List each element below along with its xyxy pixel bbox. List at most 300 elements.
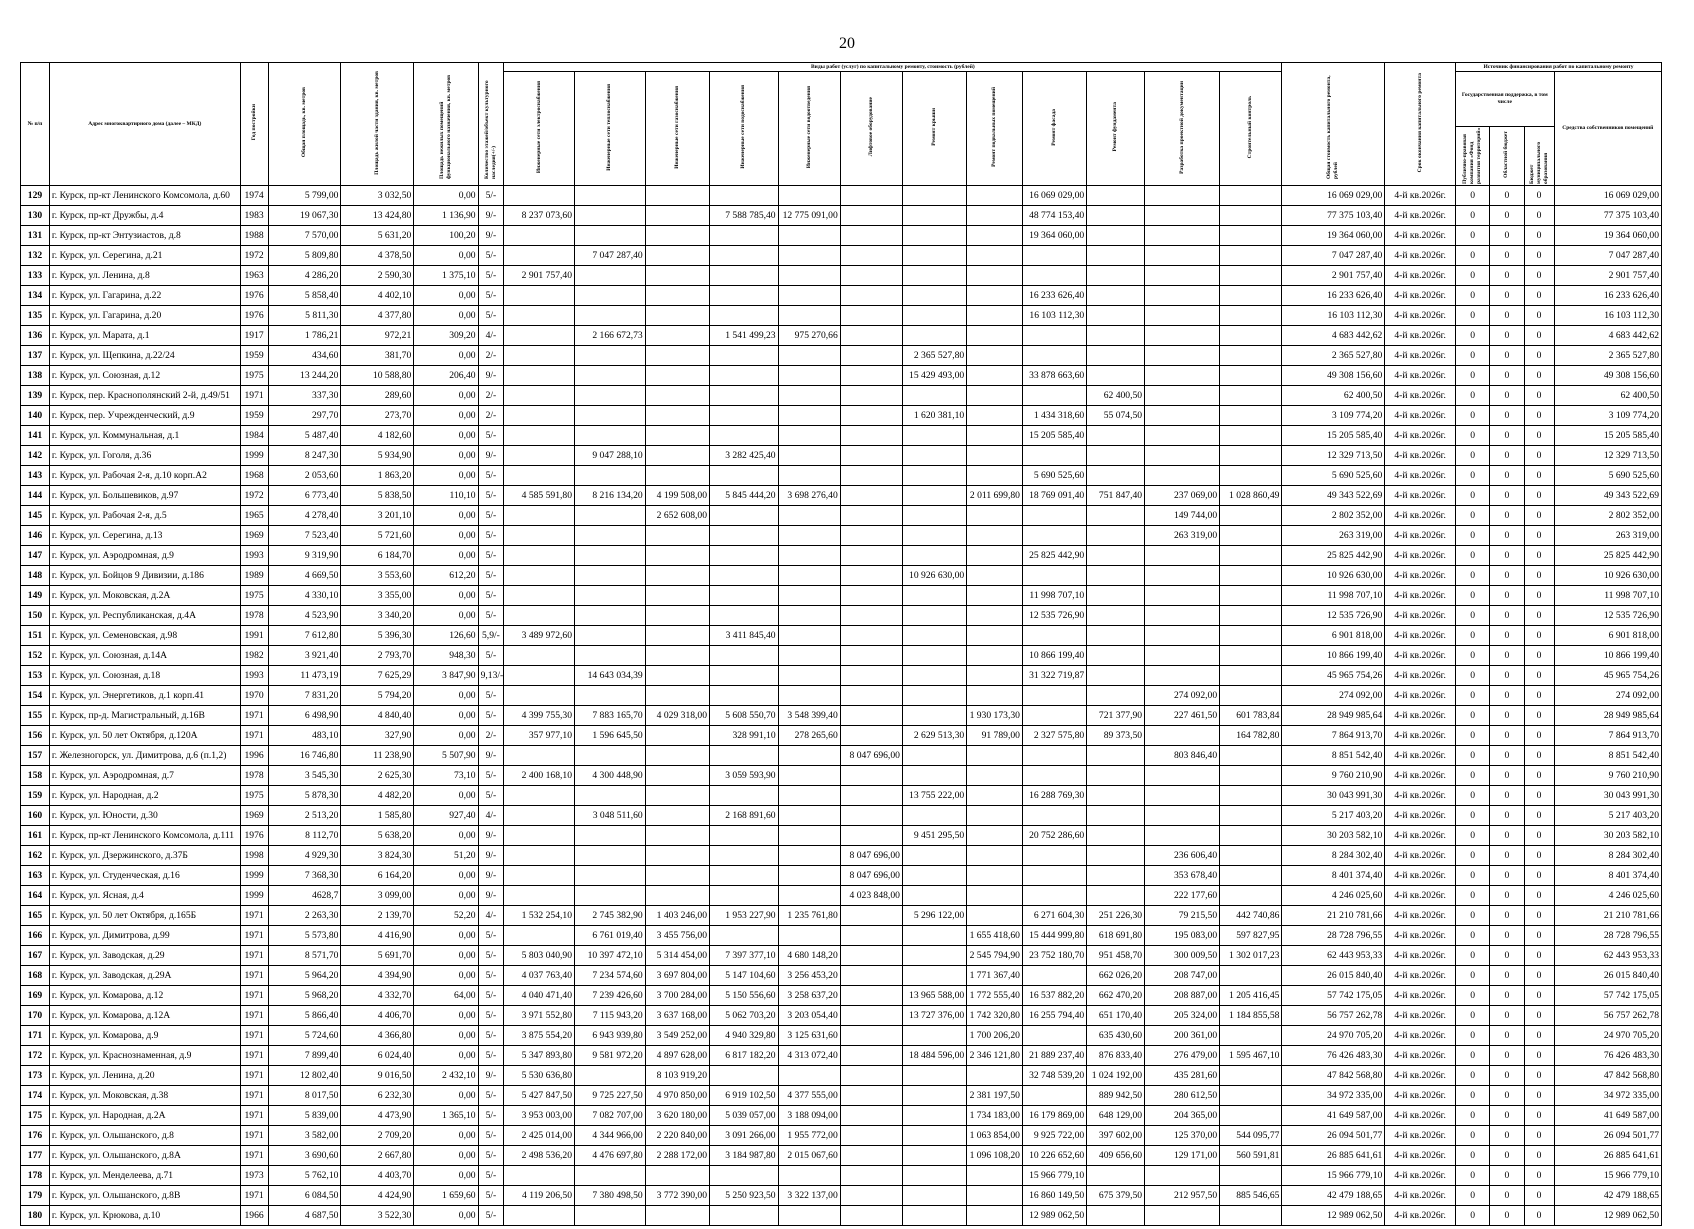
owners-funds-cell: 5 217 403,20 <box>1554 806 1661 826</box>
living-area-cell: 1 863,20 <box>341 466 414 486</box>
total-area-cell: 5 809,80 <box>268 246 341 266</box>
header-work-electric: Инженерные сети электроснабжения <box>504 72 575 186</box>
term-cell: 4-й кв.2026г. <box>1385 246 1456 266</box>
fund-cell: 0 <box>1456 666 1490 686</box>
fund-cell: 0 <box>1456 306 1490 326</box>
municipal-budget-cell: 0 <box>1524 1006 1554 1026</box>
work-cost-cell <box>840 1066 902 1086</box>
living-area-cell: 3 032,50 <box>341 186 414 206</box>
total-cost-cell: 62 443 953,33 <box>1282 946 1385 966</box>
work-cost-cell <box>504 646 575 666</box>
floors-cell: 2/- <box>478 346 504 366</box>
work-cost-cell <box>710 1206 779 1226</box>
work-cost-cell <box>645 546 709 566</box>
work-cost-cell <box>840 466 902 486</box>
work-cost-cell: 1 028 860,49 <box>1220 486 1282 506</box>
work-cost-cell <box>504 1166 575 1186</box>
year-cell: 1971 <box>240 1026 268 1046</box>
work-cost-cell <box>967 626 1023 646</box>
work-cost-cell <box>840 246 902 266</box>
term-cell: 4-й кв.2026г. <box>1385 1106 1456 1126</box>
work-cost-cell: 2 346 121,80 <box>967 1046 1023 1066</box>
term-cell: 4-й кв.2026г. <box>1385 346 1456 366</box>
row-number: 160 <box>21 806 50 826</box>
work-cost-cell: 397 602,00 <box>1087 1126 1145 1146</box>
row-number: 166 <box>21 926 50 946</box>
term-cell: 4-й кв.2026г. <box>1385 766 1456 786</box>
work-cost-cell: 5 347 893,80 <box>504 1046 575 1066</box>
floors-cell: 5/- <box>478 1046 504 1066</box>
row-number: 149 <box>21 586 50 606</box>
work-cost-cell: 3 091 266,00 <box>710 1126 779 1146</box>
work-cost-cell: 9 725 227,50 <box>575 1086 646 1106</box>
owners-funds-cell: 16 233 626,40 <box>1554 286 1661 306</box>
owners-funds-cell: 11 998 707,10 <box>1554 586 1661 606</box>
work-cost-cell: 5 427 847,50 <box>504 1086 575 1106</box>
regional-budget-cell: 0 <box>1490 686 1524 706</box>
fund-cell: 0 <box>1456 486 1490 506</box>
work-cost-cell: 21 889 237,40 <box>1022 1046 1086 1066</box>
owners-funds-cell: 49 308 156,60 <box>1554 366 1661 386</box>
work-cost-cell <box>967 306 1023 326</box>
work-cost-cell: 3 256 453,20 <box>778 966 840 986</box>
municipal-budget-cell: 0 <box>1524 406 1554 426</box>
work-cost-cell <box>840 1166 902 1186</box>
regional-budget-cell: 0 <box>1490 366 1524 386</box>
work-cost-cell <box>902 1026 966 1046</box>
table-row <box>21 766 1662 786</box>
work-cost-cell <box>1087 606 1145 626</box>
work-cost-cell <box>778 346 840 366</box>
total-cost-cell: 26 094 501,77 <box>1282 1126 1385 1146</box>
floors-cell: 5/- <box>478 926 504 946</box>
address-cell: г. Курск, ул. Союзная, д.12 <box>49 366 240 386</box>
regional-budget-cell: 0 <box>1490 866 1524 886</box>
table-row <box>21 606 1662 626</box>
work-cost-cell: 1 403 246,00 <box>645 906 709 926</box>
living-area-cell: 2 625,30 <box>341 766 414 786</box>
term-cell: 4-й кв.2026г. <box>1385 1186 1456 1206</box>
total-cost-cell: 16 233 626,40 <box>1282 286 1385 306</box>
floors-cell: 5/- <box>478 966 504 986</box>
nonres-area-cell: 2 432,10 <box>414 1066 478 1086</box>
work-cost-cell: 5 147 104,60 <box>710 966 779 986</box>
work-cost-cell <box>575 466 646 486</box>
table-row <box>21 566 1662 586</box>
total-area-cell: 6 084,50 <box>268 1186 341 1206</box>
table-row <box>21 1086 1662 1106</box>
work-cost-cell <box>1220 506 1282 526</box>
nonres-area-cell: 0,00 <box>414 606 478 626</box>
work-cost-cell <box>1145 826 1220 846</box>
row-number: 143 <box>21 466 50 486</box>
work-cost-cell: 195 083,00 <box>1145 926 1220 946</box>
municipal-budget-cell: 0 <box>1524 446 1554 466</box>
work-cost-cell <box>1220 266 1282 286</box>
address-cell: г. Курск, ул. Семеновская, д.98 <box>49 626 240 646</box>
work-cost-cell <box>840 926 902 946</box>
work-cost-cell: 328 991,10 <box>710 726 779 746</box>
table-body <box>21 186 1662 1226</box>
municipal-budget-cell: 0 <box>1524 386 1554 406</box>
living-area-cell: 4 403,70 <box>341 1166 414 1186</box>
owners-funds-cell: 28 728 796,55 <box>1554 926 1661 946</box>
row-number: 157 <box>21 746 50 766</box>
work-cost-cell <box>1022 766 1086 786</box>
work-cost-cell: 55 074,50 <box>1087 406 1145 426</box>
nonres-area-cell: 126,60 <box>414 626 478 646</box>
municipal-budget-cell: 0 <box>1524 606 1554 626</box>
work-cost-cell: 2 015 067,60 <box>778 1146 840 1166</box>
work-cost-cell <box>1087 846 1145 866</box>
living-area-cell: 273,70 <box>341 406 414 426</box>
work-cost-cell <box>645 526 709 546</box>
owners-funds-cell: 41 649 587,00 <box>1554 1106 1661 1126</box>
fund-cell: 0 <box>1456 986 1490 1006</box>
work-cost-cell <box>710 366 779 386</box>
nonres-area-cell: 0,00 <box>414 1026 478 1046</box>
work-cost-cell: 18 484 596,00 <box>902 1046 966 1066</box>
nonres-area-cell: 64,00 <box>414 986 478 1006</box>
work-cost-cell: 7 380 498,50 <box>575 1186 646 1206</box>
work-cost-cell: 8 216 134,20 <box>575 486 646 506</box>
work-cost-cell <box>778 786 840 806</box>
work-cost-cell <box>1220 586 1282 606</box>
work-cost-cell: 601 783,84 <box>1220 706 1282 726</box>
work-cost-cell: 8 047 696,00 <box>840 746 902 766</box>
total-area-cell: 5 968,20 <box>268 986 341 1006</box>
work-cost-cell <box>840 306 902 326</box>
work-cost-cell: 3 282 425,40 <box>710 446 779 466</box>
nonres-area-cell: 0,00 <box>414 1046 478 1066</box>
work-cost-cell <box>645 846 709 866</box>
work-cost-cell <box>967 566 1023 586</box>
fund-cell: 0 <box>1456 1006 1490 1026</box>
work-cost-cell <box>902 466 966 486</box>
total-cost-cell: 4 683 442,62 <box>1282 326 1385 346</box>
work-cost-cell: 4 585 591,80 <box>504 486 575 506</box>
term-cell: 4-й кв.2026г. <box>1385 1126 1456 1146</box>
work-cost-cell: 1 184 855,58 <box>1220 1006 1282 1026</box>
address-cell: г. Курск, ул. Союзная, д.14А <box>49 646 240 666</box>
address-cell: г. Курск, ул. Энергетиков, д.1 корп.41 <box>49 686 240 706</box>
work-cost-cell: 3 549 252,00 <box>645 1026 709 1046</box>
row-number: 142 <box>21 446 50 466</box>
work-cost-cell <box>902 506 966 526</box>
work-cost-cell <box>504 686 575 706</box>
total-area-cell: 3 545,30 <box>268 766 341 786</box>
work-cost-cell <box>575 626 646 646</box>
work-cost-cell <box>840 966 902 986</box>
total-area-cell: 7 570,00 <box>268 226 341 246</box>
work-cost-cell: 5 296 122,00 <box>902 906 966 926</box>
work-cost-cell <box>1087 566 1145 586</box>
row-number: 165 <box>21 906 50 926</box>
work-cost-cell: 1 063 854,00 <box>967 1126 1023 1146</box>
work-cost-cell: 227 461,50 <box>1145 706 1220 726</box>
term-cell: 4-й кв.2026г. <box>1385 746 1456 766</box>
work-cost-cell <box>778 386 840 406</box>
living-area-cell: 9 016,50 <box>341 1066 414 1086</box>
work-cost-cell <box>575 546 646 566</box>
nonres-area-cell: 0,00 <box>414 286 478 306</box>
work-cost-cell: 4 300 448,90 <box>575 766 646 786</box>
work-cost-cell: 1 771 367,40 <box>967 966 1023 986</box>
work-cost-cell <box>840 1146 902 1166</box>
term-cell: 4-й кв.2026г. <box>1385 666 1456 686</box>
total-area-cell: 5 866,40 <box>268 1006 341 1026</box>
nonres-area-cell: 0,00 <box>414 406 478 426</box>
fund-cell: 0 <box>1456 506 1490 526</box>
address-cell: г. Курск, ул. Бойцов 9 Дивизии, д.186 <box>49 566 240 586</box>
regional-budget-cell: 0 <box>1490 766 1524 786</box>
address-cell: г. Курск, ул. Заводская, д.29 <box>49 946 240 966</box>
fund-cell: 0 <box>1456 386 1490 406</box>
nonres-area-cell: 0,00 <box>414 866 478 886</box>
year-cell: 1972 <box>240 486 268 506</box>
municipal-budget-cell: 0 <box>1524 946 1554 966</box>
owners-funds-cell: 47 842 568,80 <box>1554 1066 1661 1086</box>
year-cell: 1993 <box>240 546 268 566</box>
work-cost-cell <box>1087 586 1145 606</box>
year-cell: 1971 <box>240 926 268 946</box>
regional-budget-cell: 0 <box>1490 966 1524 986</box>
work-cost-cell: 6 919 102,50 <box>710 1086 779 1106</box>
work-cost-cell <box>1220 206 1282 226</box>
table-row <box>21 446 1662 466</box>
regional-budget-cell: 0 <box>1490 1086 1524 1106</box>
row-number: 156 <box>21 726 50 746</box>
work-cost-cell <box>1220 646 1282 666</box>
work-cost-cell <box>710 526 779 546</box>
living-area-cell: 4 406,70 <box>341 1006 414 1026</box>
nonres-area-cell: 73,10 <box>414 766 478 786</box>
address-cell: г. Курск, ул. Аэродромная, д.9 <box>49 546 240 566</box>
row-number: 150 <box>21 606 50 626</box>
total-area-cell: 2 513,20 <box>268 806 341 826</box>
work-cost-cell: 1 930 173,30 <box>967 706 1023 726</box>
fund-cell: 0 <box>1456 466 1490 486</box>
regional-budget-cell: 0 <box>1490 1126 1524 1146</box>
address-cell: г. Курск, ул. Народная, д.2 <box>49 786 240 806</box>
work-cost-cell <box>710 426 779 446</box>
owners-funds-cell: 42 479 188,65 <box>1554 1186 1661 1206</box>
work-cost-cell <box>710 786 779 806</box>
living-area-cell: 13 424,80 <box>341 206 414 226</box>
municipal-budget-cell: 0 <box>1524 1186 1554 1206</box>
owners-funds-cell: 3 109 774,20 <box>1554 406 1661 426</box>
work-cost-cell <box>840 406 902 426</box>
table-row <box>21 786 1662 806</box>
municipal-budget-cell: 0 <box>1524 806 1554 826</box>
work-cost-cell <box>1220 306 1282 326</box>
nonres-area-cell: 0,00 <box>414 446 478 466</box>
total-cost-cell: 21 210 781,66 <box>1282 906 1385 926</box>
work-cost-cell: 204 365,00 <box>1145 1106 1220 1126</box>
work-cost-cell <box>1087 506 1145 526</box>
work-cost-cell: 9 047 288,10 <box>575 446 646 466</box>
living-area-cell: 5 691,70 <box>341 946 414 966</box>
regional-budget-cell: 0 <box>1490 486 1524 506</box>
total-cost-cell: 8 284 302,40 <box>1282 846 1385 866</box>
work-cost-cell <box>967 346 1023 366</box>
living-area-cell: 5 638,20 <box>341 826 414 846</box>
work-cost-cell <box>902 886 966 906</box>
work-cost-cell: 889 942,50 <box>1087 1086 1145 1106</box>
work-cost-cell <box>840 1086 902 1106</box>
work-cost-cell: 19 364 060,00 <box>1022 226 1086 246</box>
work-cost-cell: 3 971 552,80 <box>504 1006 575 1026</box>
work-cost-cell: 9 925 722,00 <box>1022 1126 1086 1146</box>
work-cost-cell: 4 399 755,30 <box>504 706 575 726</box>
total-cost-cell: 16 103 112,30 <box>1282 306 1385 326</box>
work-cost-cell: 1 541 499,23 <box>710 326 779 346</box>
work-cost-cell: 3 203 054,40 <box>778 1006 840 1026</box>
floors-cell: 5/- <box>478 766 504 786</box>
work-cost-cell <box>967 1186 1023 1206</box>
work-cost-cell <box>902 766 966 786</box>
work-cost-cell <box>778 226 840 246</box>
term-cell: 4-й кв.2026г. <box>1385 226 1456 246</box>
fund-cell: 0 <box>1456 686 1490 706</box>
address-cell: г. Курск, ул. Моковская, д.2А <box>49 586 240 606</box>
work-cost-cell: 125 370,00 <box>1145 1126 1220 1146</box>
work-cost-cell: 89 373,50 <box>1087 726 1145 746</box>
work-cost-cell <box>645 826 709 846</box>
floors-cell: 9/- <box>478 206 504 226</box>
nonres-area-cell: 0,00 <box>414 186 478 206</box>
year-cell: 1966 <box>240 1206 268 1226</box>
municipal-budget-cell: 0 <box>1524 1126 1554 1146</box>
municipal-budget-cell: 0 <box>1524 1166 1554 1186</box>
fund-cell: 0 <box>1456 226 1490 246</box>
work-cost-cell <box>840 646 902 666</box>
total-area-cell: 5 811,30 <box>268 306 341 326</box>
table-row <box>21 1066 1662 1086</box>
fund-cell: 0 <box>1456 366 1490 386</box>
work-cost-cell <box>778 466 840 486</box>
total-area-cell: 4 523,90 <box>268 606 341 626</box>
fund-cell: 0 <box>1456 1026 1490 1046</box>
total-cost-cell: 15 966 779,10 <box>1282 1166 1385 1186</box>
owners-funds-cell: 24 970 705,20 <box>1554 1026 1661 1046</box>
total-area-cell: 4 929,30 <box>268 846 341 866</box>
fund-cell: 0 <box>1456 266 1490 286</box>
row-number: 169 <box>21 986 50 1006</box>
total-area-cell: 5 964,20 <box>268 966 341 986</box>
fund-cell: 0 <box>1456 706 1490 726</box>
term-cell: 4-й кв.2026г. <box>1385 866 1456 886</box>
work-cost-cell <box>840 226 902 246</box>
work-cost-cell <box>1087 786 1145 806</box>
work-cost-cell <box>710 466 779 486</box>
row-number: 140 <box>21 406 50 426</box>
work-cost-cell <box>1022 266 1086 286</box>
work-cost-cell <box>504 386 575 406</box>
work-cost-cell <box>710 686 779 706</box>
row-number: 179 <box>21 1186 50 1206</box>
total-area-cell: 12 802,40 <box>268 1066 341 1086</box>
total-cost-cell: 12 329 713,50 <box>1282 446 1385 466</box>
work-cost-cell <box>645 366 709 386</box>
address-cell: г. Курск, пр-д. Магистральный, д.16В <box>49 706 240 726</box>
table-row <box>21 646 1662 666</box>
work-cost-cell <box>575 686 646 706</box>
regional-budget-cell: 0 <box>1490 806 1524 826</box>
row-number: 139 <box>21 386 50 406</box>
work-cost-cell <box>778 806 840 826</box>
header-floors: Количество этажей/объект культурного наследия(+/-) <box>478 63 504 186</box>
total-area-cell: 8 571,70 <box>268 946 341 966</box>
total-area-cell: 3 582,00 <box>268 1126 341 1146</box>
work-cost-cell <box>902 846 966 866</box>
table-row <box>21 206 1662 226</box>
work-cost-cell <box>902 626 966 646</box>
row-number: 155 <box>21 706 50 726</box>
work-cost-cell: 16 537 882,20 <box>1022 986 1086 1006</box>
work-cost-cell: 7 234 574,60 <box>575 966 646 986</box>
work-cost-cell <box>902 186 966 206</box>
work-cost-cell: 1 734 183,00 <box>967 1106 1023 1126</box>
work-cost-cell: 276 479,00 <box>1145 1046 1220 1066</box>
living-area-cell: 2 709,20 <box>341 1126 414 1146</box>
address-cell: г. Курск, ул. Гоголя, д.36 <box>49 446 240 466</box>
living-area-cell: 972,21 <box>341 326 414 346</box>
term-cell: 4-й кв.2026г. <box>1385 706 1456 726</box>
work-cost-cell: 3 697 804,00 <box>645 966 709 986</box>
floors-cell: 5/- <box>478 1006 504 1026</box>
total-cost-cell: 26 885 641,61 <box>1282 1146 1385 1166</box>
work-cost-cell <box>1220 246 1282 266</box>
work-cost-cell: 33 878 663,60 <box>1022 366 1086 386</box>
total-cost-cell: 19 364 060,00 <box>1282 226 1385 246</box>
municipal-budget-cell: 0 <box>1524 1046 1554 1066</box>
nonres-area-cell: 0,00 <box>414 466 478 486</box>
work-cost-cell <box>902 606 966 626</box>
total-area-cell: 434,60 <box>268 346 341 366</box>
work-cost-cell: 651 170,40 <box>1087 1006 1145 1026</box>
work-cost-cell <box>1022 966 1086 986</box>
work-cost-cell <box>967 886 1023 906</box>
year-cell: 1971 <box>240 1046 268 1066</box>
table-row <box>21 546 1662 566</box>
work-cost-cell <box>1220 826 1282 846</box>
term-cell: 4-й кв.2026г. <box>1385 606 1456 626</box>
fund-cell: 0 <box>1456 406 1490 426</box>
table-row <box>21 1186 1662 1206</box>
work-cost-cell <box>645 226 709 246</box>
fund-cell: 0 <box>1456 726 1490 746</box>
owners-funds-cell: 45 965 754,26 <box>1554 666 1661 686</box>
work-cost-cell: 618 691,80 <box>1087 926 1145 946</box>
work-cost-cell: 3 411 845,40 <box>710 626 779 646</box>
floors-cell: 5/- <box>478 506 504 526</box>
owners-funds-cell: 12 329 713,50 <box>1554 446 1661 466</box>
work-cost-cell <box>967 246 1023 266</box>
work-cost-cell <box>645 1166 709 1186</box>
work-cost-cell <box>504 666 575 686</box>
total-cost-cell: 30 043 991,30 <box>1282 786 1385 806</box>
nonres-area-cell: 0,00 <box>414 246 478 266</box>
work-cost-cell: 544 095,77 <box>1220 1126 1282 1146</box>
floors-cell: 9/- <box>478 1066 504 1086</box>
nonres-area-cell: 5 507,90 <box>414 746 478 766</box>
total-cost-cell: 6 901 818,00 <box>1282 626 1385 646</box>
year-cell: 1974 <box>240 186 268 206</box>
work-cost-cell <box>778 1166 840 1186</box>
table-row <box>21 1026 1662 1046</box>
work-cost-cell <box>902 486 966 506</box>
